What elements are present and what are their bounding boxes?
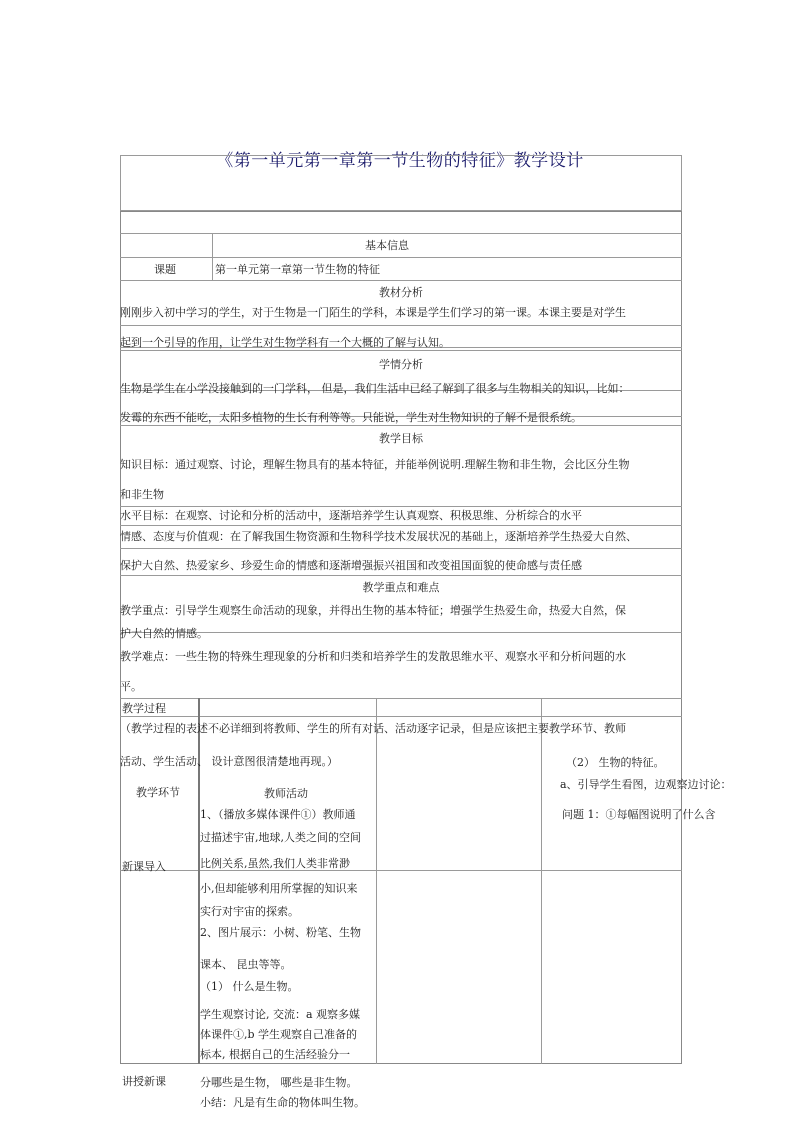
objectives-line-1: 知识目标：通过观察、讨论，理解生物具有的基本特征，并能举例说明.理解生物和非生物，会比区分生物 <box>120 458 630 471</box>
column-teacher-header: 教师活动 <box>264 787 308 800</box>
process-note-line-1: （教学过程的表述不必详细到将教师、学生的所有对话、活动逐字记录，但是应该把主要教学环节、教师 <box>120 722 626 735</box>
teacher-activity-line: 小结：凡是有生命的物体叫生物。 <box>200 1096 365 1109</box>
page-title: 《第一单元第一章第一节生物的特征》教学设计 <box>216 151 584 171</box>
teacher-activity-line: 标本, 根据自己的生活经验分一 <box>200 1048 350 1061</box>
process-header: 教学过程 <box>122 702 166 715</box>
teacher-activity-line: 比例关系,虽然,我们人类非常渺 <box>200 857 350 870</box>
learner-analysis-line-1: 生物是学生在小学没接触到的一门学科， 但是，我们生活中已经了解到了很多与生物相关的知识，比如： <box>120 382 630 395</box>
textbook-analysis-line-2: 起到一个引导的作用，让学生对生物学科有一个大概的了解与认知。 <box>120 336 450 349</box>
difficult-point-line-2: 平。 <box>120 680 142 693</box>
learner-analysis-header: 学情分析 <box>379 358 423 371</box>
right-column-line: 问题 1：①每幅图说明了什么含 <box>562 808 716 821</box>
key-point-line-2: 护大自然的情感。 <box>120 627 208 640</box>
difficult-point-line-1: 教学难点：一些生物的特殊生理现象的分析和归类和培养学生的发散思维水平、观察水平和分析问题的水 <box>120 650 626 663</box>
key-points-header: 教学重点和难点 <box>362 581 440 594</box>
teacher-activity-line: （1） 什么是生物。 <box>200 980 299 993</box>
right-column-line: a、引导学生看图，边观察边讨论： <box>560 778 732 791</box>
textbook-analysis-line-1: 刚刚步入初中学习的学生，对于生物是一门陌生的学科，本课是学生们学习的第一课。本课主要是对学生 <box>120 306 626 319</box>
objectives-line-2: 和非生物 <box>120 488 164 501</box>
topic-value: 第一单元第一章第一节生物的特征 <box>215 263 380 276</box>
topic-label: 课题 <box>154 263 176 276</box>
key-point-line-1: 教学重点：引导学生观察生命活动的现象，并得出生物的基本特征；增强学生热爱生命，热爱大自然，保 <box>120 604 626 617</box>
objectives-line-4: 情感、态度与价值观：在了解我国生物资源和生物科学技术发展状况的基础上，逐渐培养学生热爱大自然、 <box>120 530 637 543</box>
teacher-activity-line: 2、图片展示：小树、粉笔、生物 <box>200 926 361 939</box>
column-stage-header: 教学环节 <box>136 786 180 799</box>
basic-info-header: 基本信息 <box>365 239 409 252</box>
objectives-line-5: 保护大自然、热爱家乡、珍爱生命的情感和逐渐增强振兴祖国和改变祖国面貌的使命感与责任感 <box>120 559 582 572</box>
teacher-activity-line: 分哪些是生物， 哪些是非生物。 <box>200 1076 358 1089</box>
teacher-activity-line: 学生观察讨论, 交流：a 观察多媒 <box>200 1008 361 1021</box>
teacher-activity-line: 过描述宇宙,地球,人类之间的空间 <box>200 831 361 844</box>
objectives-line-3: 水平目标：在观察、讨论和分析的活动中，逐渐培养学生认真观察、积极思维、分析综合的水平 <box>120 509 582 522</box>
teacher-activity-line: 小,但却能够利用所掌握的知识来 <box>200 882 358 895</box>
stage-teach: 讲授新课 <box>122 1075 166 1088</box>
textbook-analysis-header: 教材分析 <box>379 286 423 299</box>
process-note-line-2: 活动、学生活动、 设计意图很清楚地再现。） <box>120 755 338 768</box>
teacher-activity-line: 实行对宇宙的探索。 <box>200 905 299 918</box>
title-frame <box>120 155 682 211</box>
teacher-activity-line: 课本、 昆虫等等。 <box>200 958 292 971</box>
right-column-line: （2） 生物的特征。 <box>566 756 665 769</box>
teacher-activity-line: 体课件①,b 学生观察自己准备的 <box>200 1028 358 1041</box>
learner-analysis-line-2: 发霉的东西不能吃，太阳多植物的生长有利等等。只能说，学生对生物知识的了解不是很系统。 <box>120 411 582 424</box>
objectives-header: 教学目标 <box>379 432 423 445</box>
stage-intro: 新课导入 <box>122 860 166 873</box>
teacher-activity-line: 1、（播放多媒体课件①）教师通 <box>200 808 356 821</box>
